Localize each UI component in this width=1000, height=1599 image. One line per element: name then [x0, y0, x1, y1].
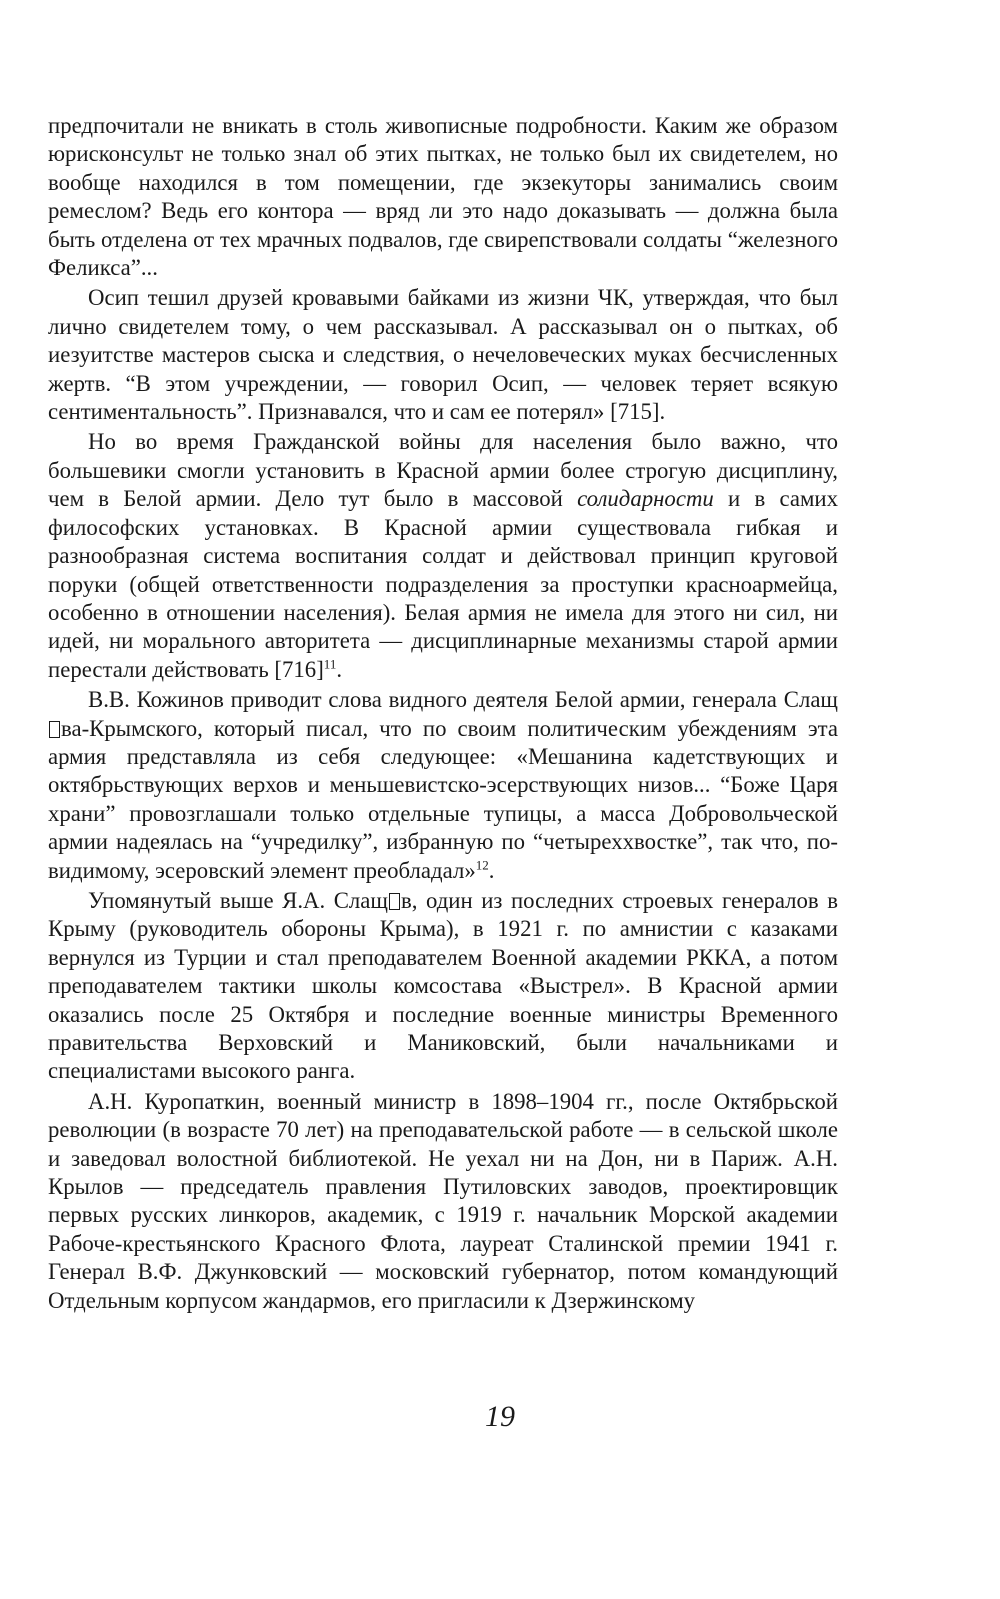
paragraph-2	[48, 284, 838, 426]
footnote-ref-12: 12	[475, 856, 489, 872]
paragraph-3-text-b: и в самих философских установках. В Красной армии существовала гибкая и разнообразная система воспитания солдат и действовал принцип круговой поруки (общей ответственности подразделения за проступки красноармейца, особенно в отношении населения). Белая армия не имела для этого ни сил, ни идей, ни морального авторитета — дисциплинарные механизмы старой армии перестали действовать [716]	[48, 486, 838, 682]
page-number: 19	[485, 1400, 515, 1433]
paragraph-3-text-a: Но во время Гражданской войны для населения было важно, что большевики смогли установить в Красной армии более строгую дисциплину, чем в Белой армии. Дело тут было в массовой	[48, 429, 838, 512]
paragraph-3-emphasis: солидарности	[577, 486, 714, 512]
footnote-ref-11: 11	[323, 656, 337, 672]
paragraph-2-text: Осип тешил друзей кровавыми байками из жизни ЧК, утверждая, что был лично свидетелем тому, о чем рассказывал. А рассказывал он о пытках, об иезуитстве мастеров сыска и следствия, о нечеловеческих муках бесчисленных жертв. “В этом учреждении, — говорил Осип, — человек теряет всякую сентиментальность”. Признавался, что и сам ее потерял» [715].	[48, 285, 838, 425]
paragraph-1-text: предпочитали не вникать в столь живописные подробности. Каким же образом юрисконсульт не только знал об этих пытках, не только был их свидетелем, но вообще находился в том помещении, где экзекуторы занимались своим ремеслом? Ведь его контора — вряд ли это надо доказывать — должна была быть отделена от тех мрачных подвалов, где свирепствовали солдаты “железного Феликса”...	[48, 113, 838, 281]
paragraph-5-text-a: Упомянутый выше Я.А. Слащ	[88, 887, 388, 913]
paragraph-6	[48, 1088, 838, 1315]
paragraph-3	[48, 428, 838, 684]
paragraph-4	[48, 686, 838, 885]
paragraph-6-text: А.Н. Куропаткин, военный министр в 1898–1904 гг., после Октябрьской революции (в возрасте 70 лет) на преподавательской работе — в сельской школе и заведовал волостной библиотекой. Не уехал ни на Дон, ни в Париж. А.Н. Крылов — председатель правления Путиловских заводов, проектировщик первых русских линкоров, академик, с 1919 г. начальник Морской академии Рабоче-крестьянского Красного Флота, лауреат Сталинской премии 1941 г. Генерал В.Ф. Джунковский — московский губернатор, потом командующий Отдельным корпусом жандармов, его пригласили к Дзержинскому	[48, 1088, 838, 1313]
missing-glyph-box	[389, 893, 400, 910]
paragraph-3-text-c: .	[336, 656, 343, 682]
paragraph-4-text-a: В.В. Кожинов приводит слова видного деятеля Белой армии, генерала Слащ	[88, 687, 838, 713]
paragraph-5-text-b: в, один из последних строевых генералов в Крыму (руководитель обороны Крыма), в 1921 г. по амнистии с казаками вернулся из Турции и стал преподавателем Военной академии РККА, а потом преподавателем тактики школы комсостава «Выстрел». В Красной армии оказались после 25 Октября и последние военные министры Временного правительства Верховский и Маниковский, были начальниками и специалистами высокого ранга.	[48, 887, 838, 1084]
paragraph-4-text-c: .	[488, 857, 495, 883]
missing-glyph-box	[49, 721, 60, 738]
paragraph-4-text-b: ва-Крымского, который писал, что по своим политическим убеждениям эта армия представляла из себя следующее: «Мешанина кадетствующих и октябрьствующих верхов и меньшевистско-эсерствующих низов... “Боже Царя храни” провозглашали только отдельные тупицы, а масса Добровольческой армии надеялась на “учредилку”, избранную по “четыреххвостке”, так что, по-видимому, эсеровский элемент преобладал»	[48, 715, 838, 883]
paragraph-1	[48, 112, 838, 282]
page-body	[48, 112, 838, 1317]
paragraph-5	[48, 887, 838, 1086]
